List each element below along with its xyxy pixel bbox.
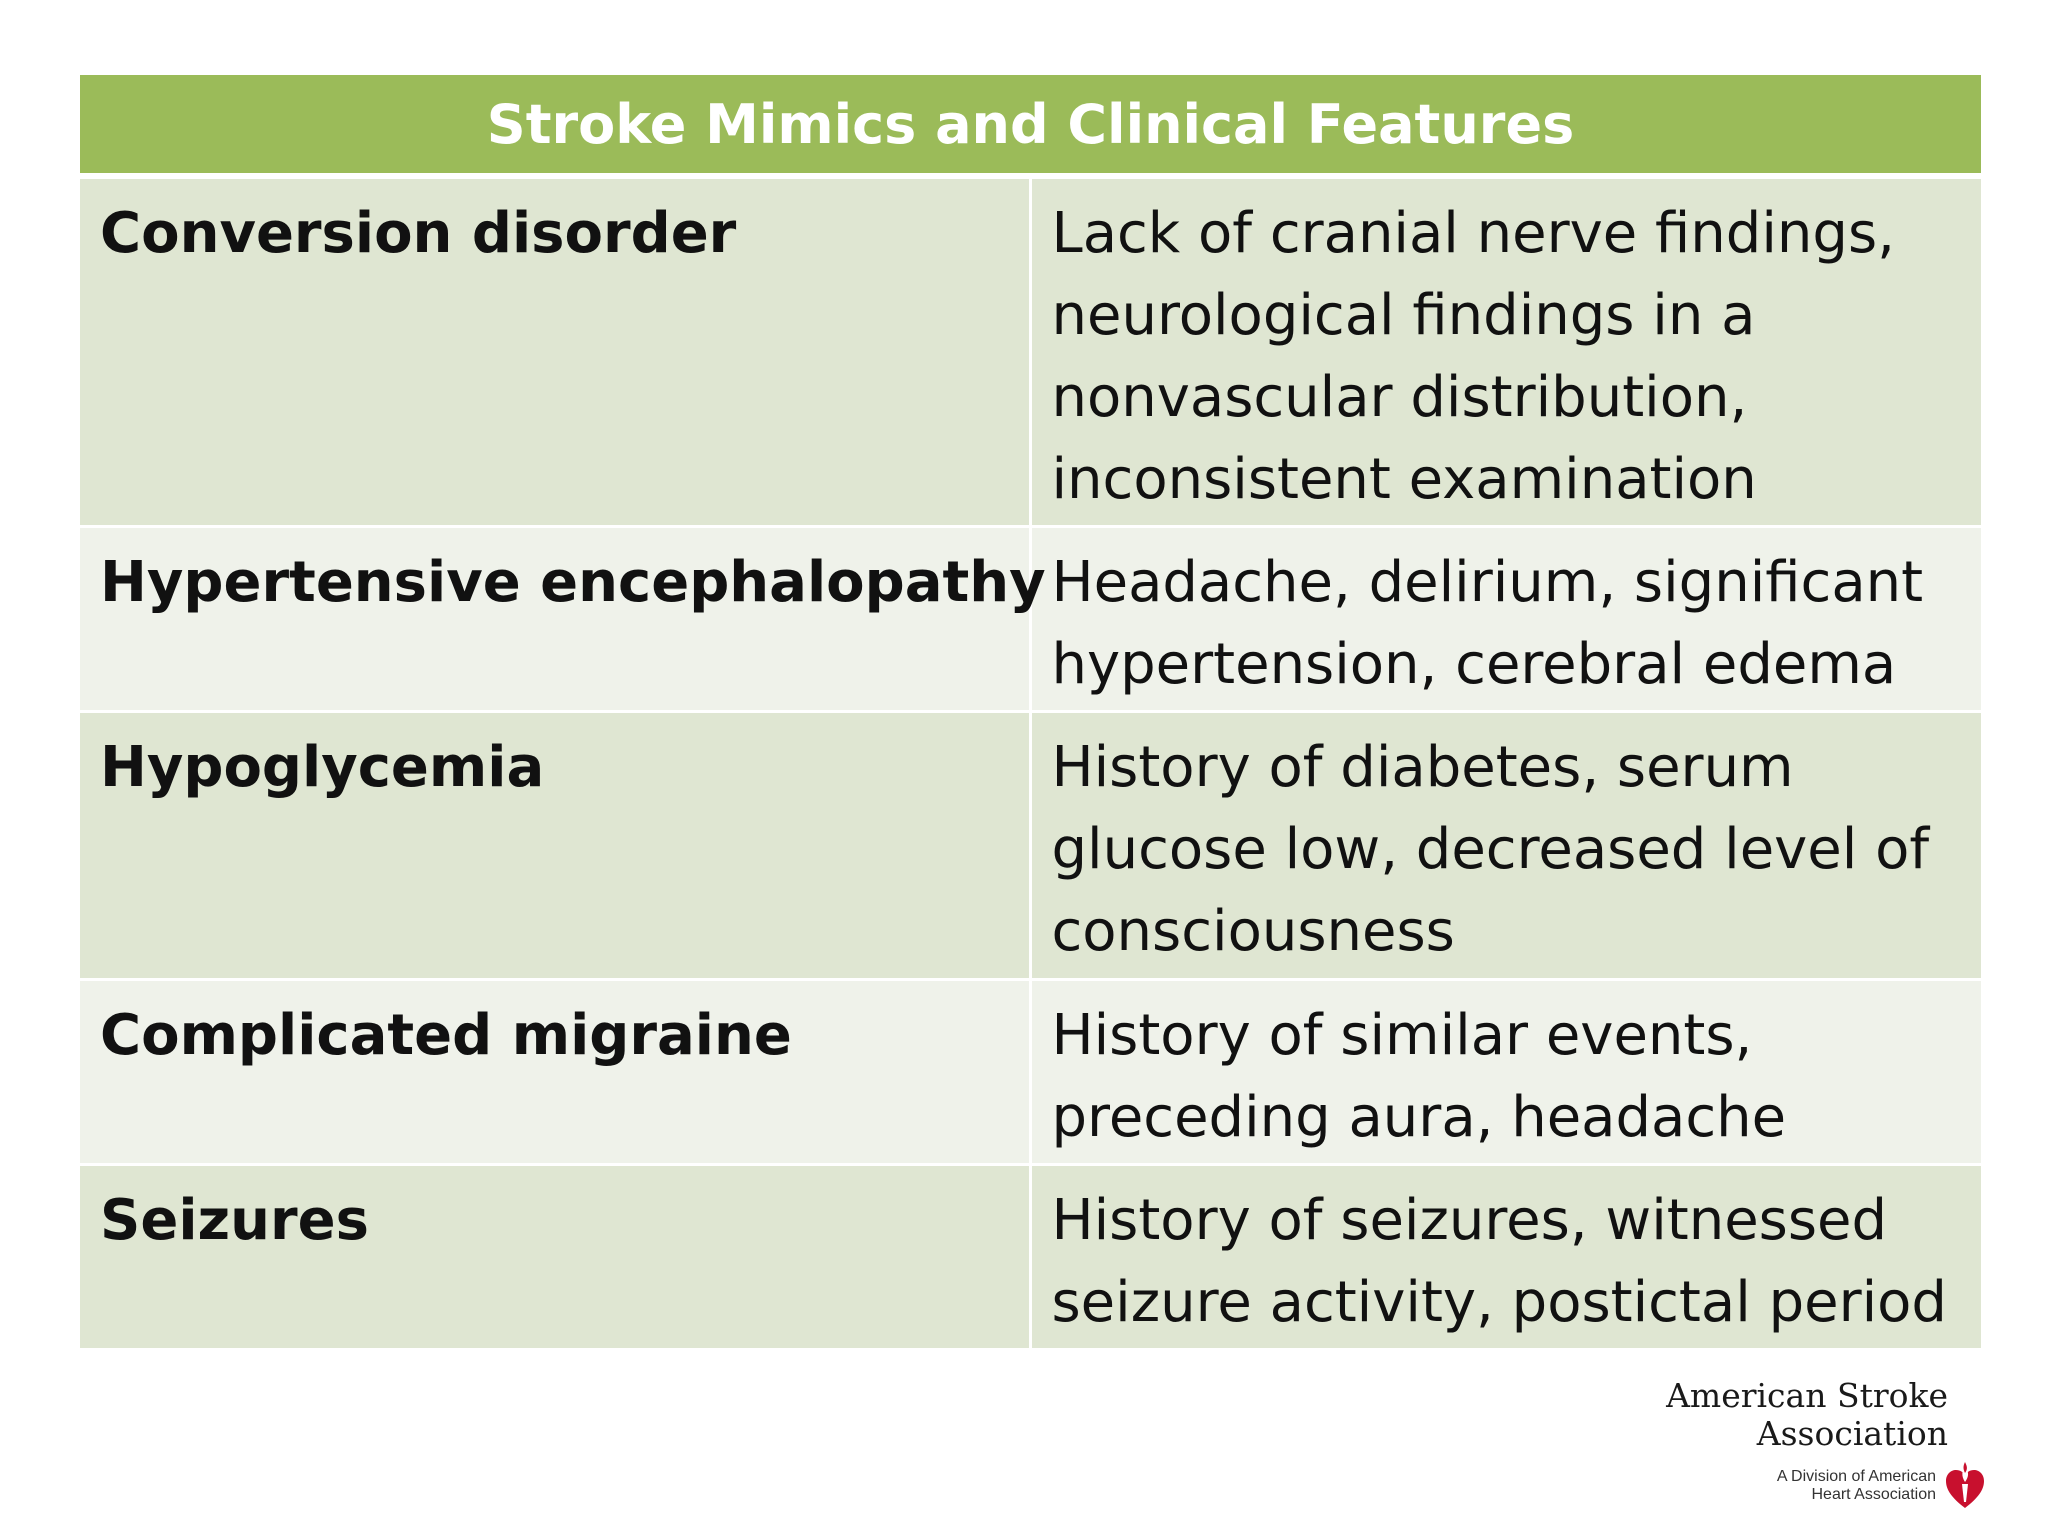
logo-line-1: American Stroke	[1666, 1376, 1948, 1415]
table-row	[80, 1164, 1981, 1349]
feature-line: neurological findings in a	[1051, 283, 1756, 348]
feature-line: consciousness	[1051, 898, 1455, 964]
logo-division-line-2: Heart Association	[1811, 1486, 1936, 1503]
condition-cell: Seizures	[80, 1164, 1030, 1349]
feature-line: nonvascular distribution,	[1051, 365, 1748, 430]
features-cell	[1030, 176, 1981, 526]
table-row	[80, 176, 1981, 526]
feature-line: hypertension, cerebral edema	[1051, 631, 1897, 697]
feature-line: seizure activity, postictal period	[1051, 1269, 1947, 1335]
stroke-mimics-table	[80, 75, 1981, 1351]
condition-cell: Hypoglycemia	[80, 711, 1030, 979]
feature-line: Headache, delirium, significant	[1051, 549, 1924, 615]
feature-line: glucose low, decreased level of	[1051, 816, 1930, 882]
condition-cell: Hypertensive encephalopathy	[80, 526, 1030, 711]
features-cell	[1030, 711, 1981, 979]
feature-line: Lack of cranial nerve findings,	[1051, 201, 1895, 266]
table-row	[80, 711, 1981, 979]
american-stroke-association-logo	[1654, 1376, 1994, 1516]
features-cell	[1030, 526, 1981, 711]
feature-line: inconsistent examination	[1051, 447, 1757, 512]
features-cell	[1030, 979, 1981, 1164]
logo-line-2: Association	[1756, 1414, 1948, 1453]
logo-division-line-1: A Division of American	[1776, 1468, 1936, 1485]
feature-line: History of similar events,	[1051, 1002, 1753, 1068]
table-row	[80, 526, 1981, 711]
condition-cell: Complicated migraine	[80, 979, 1030, 1164]
feature-line: History of diabetes, serum	[1051, 734, 1794, 800]
table-title: Stroke Mimics and Clinical Features	[80, 75, 1981, 176]
heart-torch-icon	[1944, 1462, 1986, 1510]
features-cell	[1030, 1164, 1981, 1349]
condition-cell: Conversion disorder	[80, 176, 1030, 526]
feature-line: preceding aura, headache	[1051, 1084, 1787, 1150]
feature-line: History of seizures, witnessed	[1051, 1187, 1888, 1253]
table-row	[80, 979, 1981, 1164]
